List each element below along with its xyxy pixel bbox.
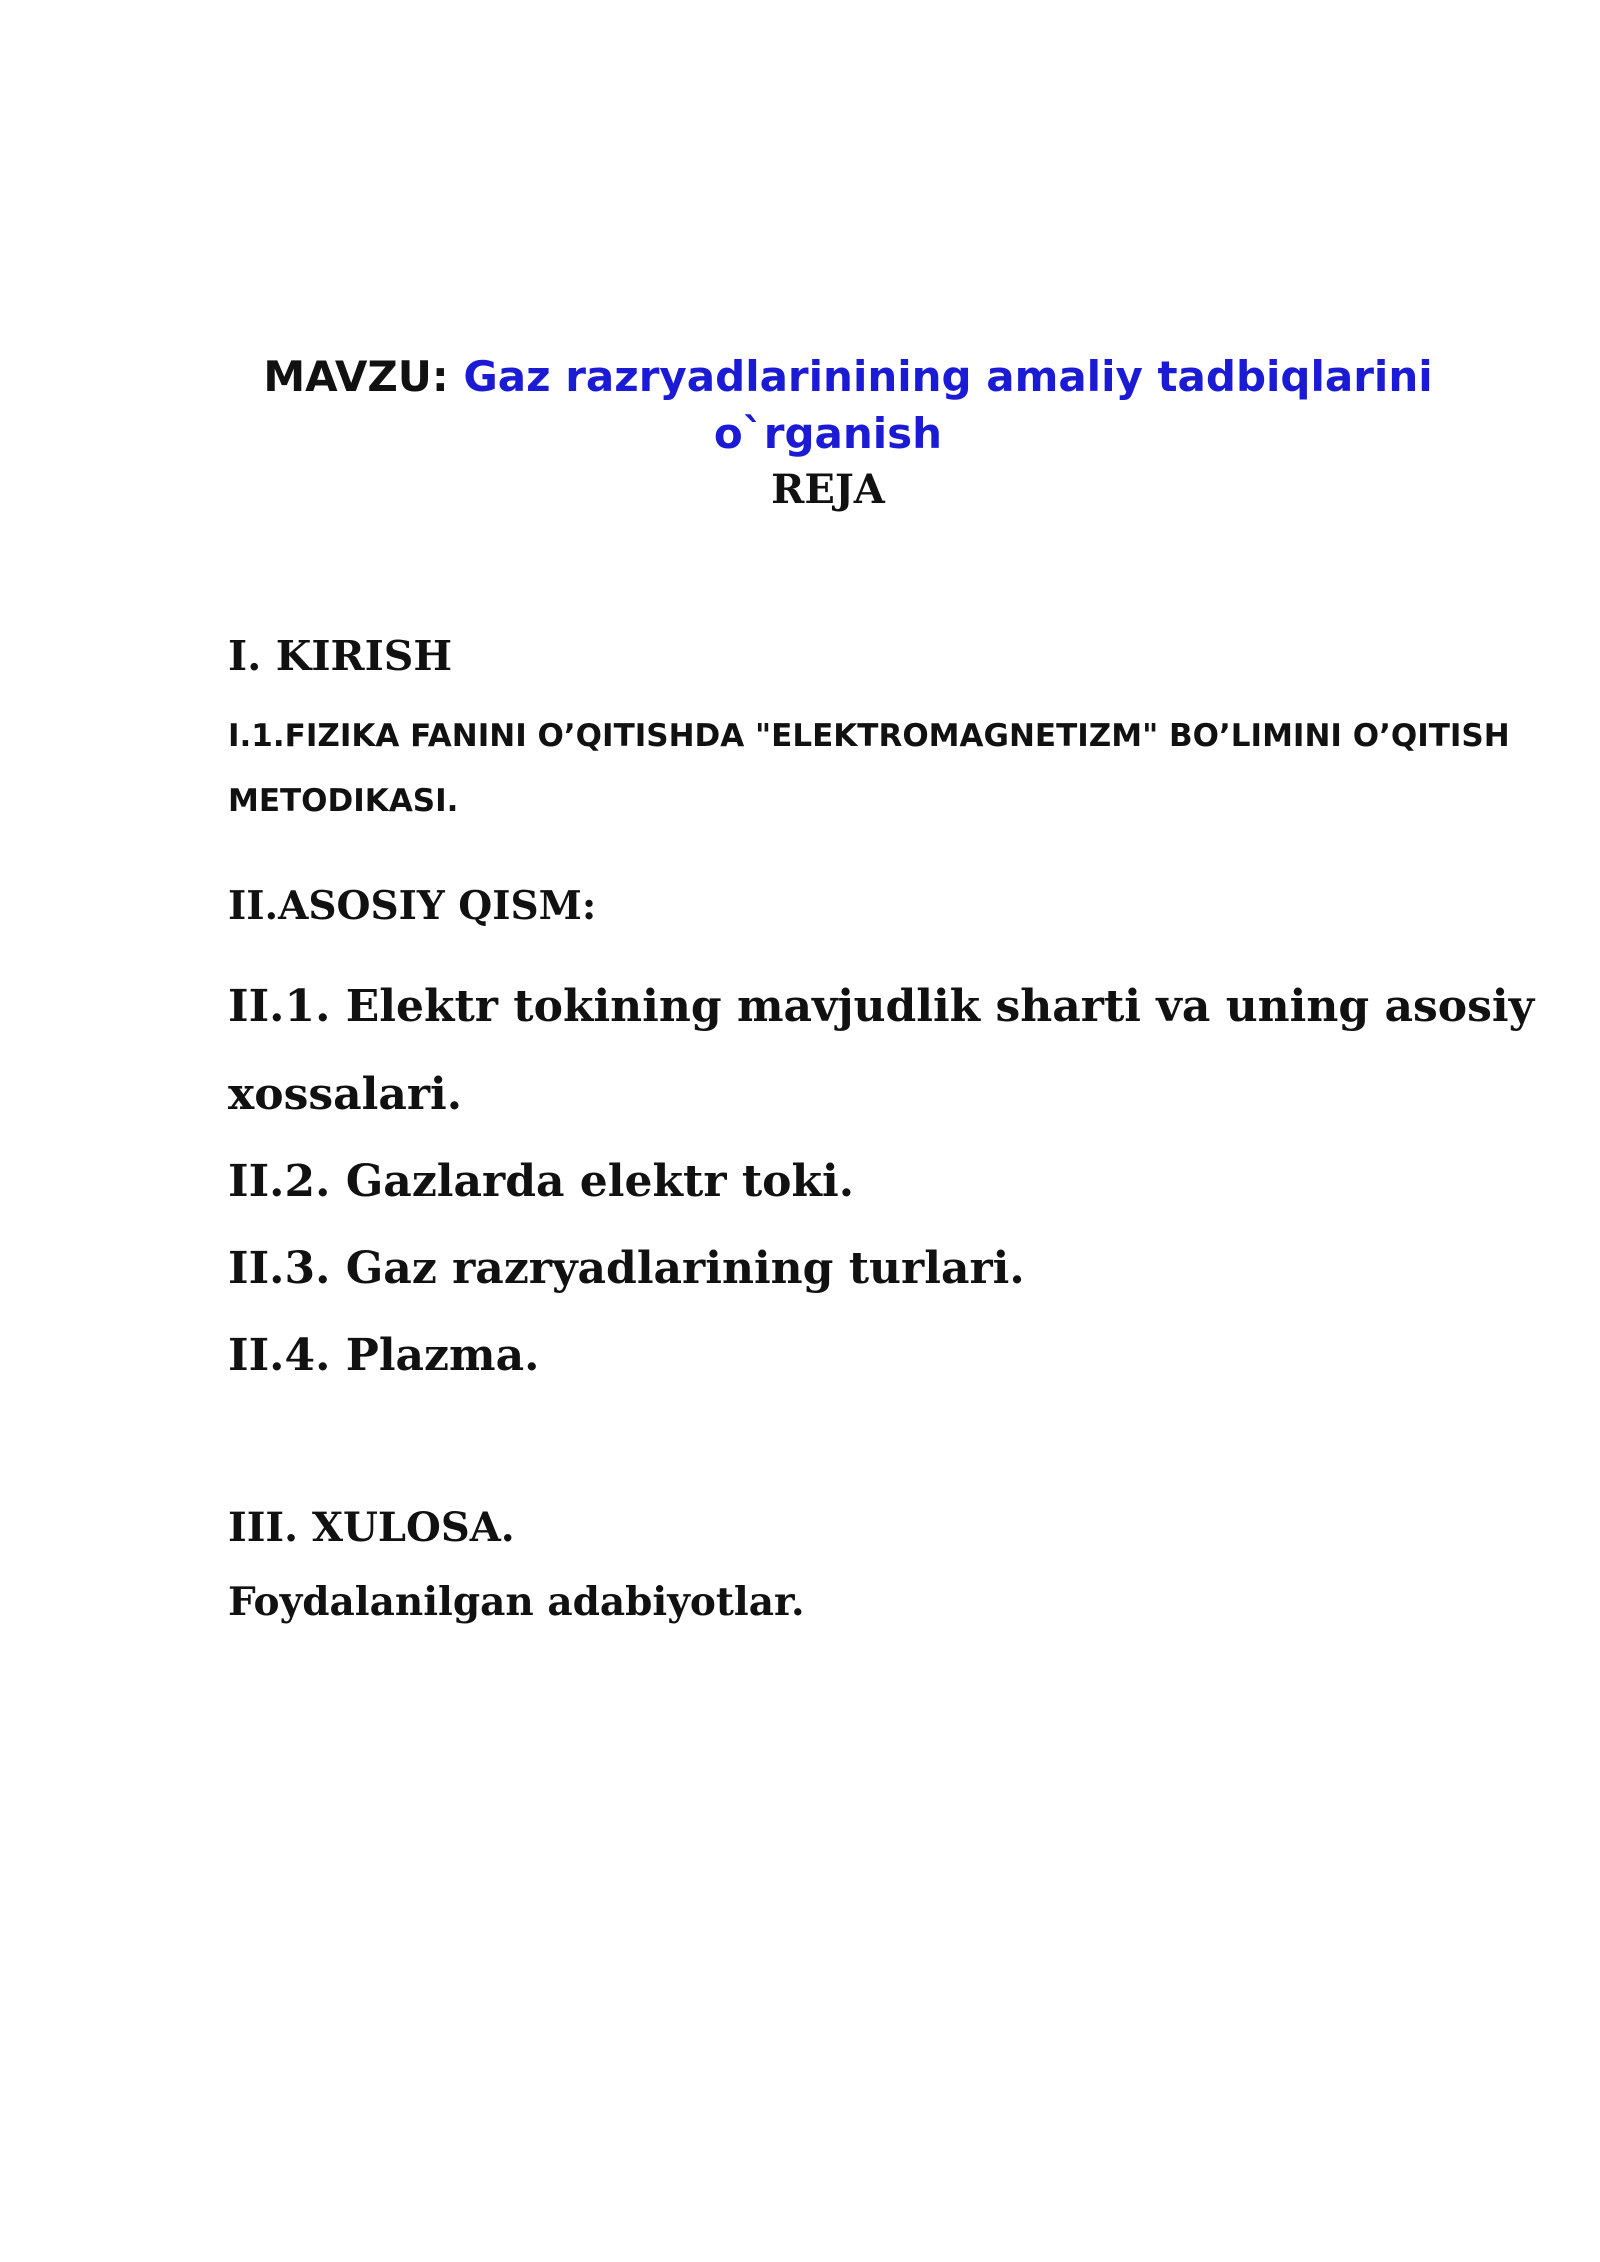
section-conclusion: III. XULOSA. bbox=[228, 1504, 515, 1551]
topic-title-part-1: Gaz razryadlarinining amaliy tadbiqlarini bbox=[463, 352, 1433, 401]
outline-item-1-line-1: II.1. Elektr tokining mavjudlik sharti va uning asosiy bbox=[228, 981, 1535, 1032]
outline-item-3: II.3. Gaz razryadlarining turlari. bbox=[228, 1243, 1025, 1294]
outline-item-1-line-2: xossalari. bbox=[228, 1069, 463, 1120]
introduction-subsection-line-1: I.1.FIZIKA FANINI O’QITISHDA "ELEKTROMAGNETIZM" BO’LIMINI O’QITISH bbox=[228, 718, 1510, 754]
outline-item-2: II.2. Gazlarda elektr toki. bbox=[228, 1156, 855, 1207]
section-introduction: I. KIRISH bbox=[228, 632, 453, 680]
plan-heading: REJA bbox=[771, 466, 885, 513]
section-main-part: II.ASOSIY QISM: bbox=[228, 883, 597, 929]
title-line-1 bbox=[0, 349, 1600, 405]
introduction-subsection-line-2: METODIKASI. bbox=[228, 783, 459, 819]
references-heading: Foydalanilgan adabiyotlar. bbox=[228, 1579, 805, 1625]
outline-item-4: II.4. Plazma. bbox=[228, 1330, 540, 1381]
mavzu-label: MAVZU: bbox=[263, 352, 449, 401]
topic-title-part-2: o`rganish bbox=[713, 409, 943, 458]
title-line-2 bbox=[0, 406, 1600, 462]
